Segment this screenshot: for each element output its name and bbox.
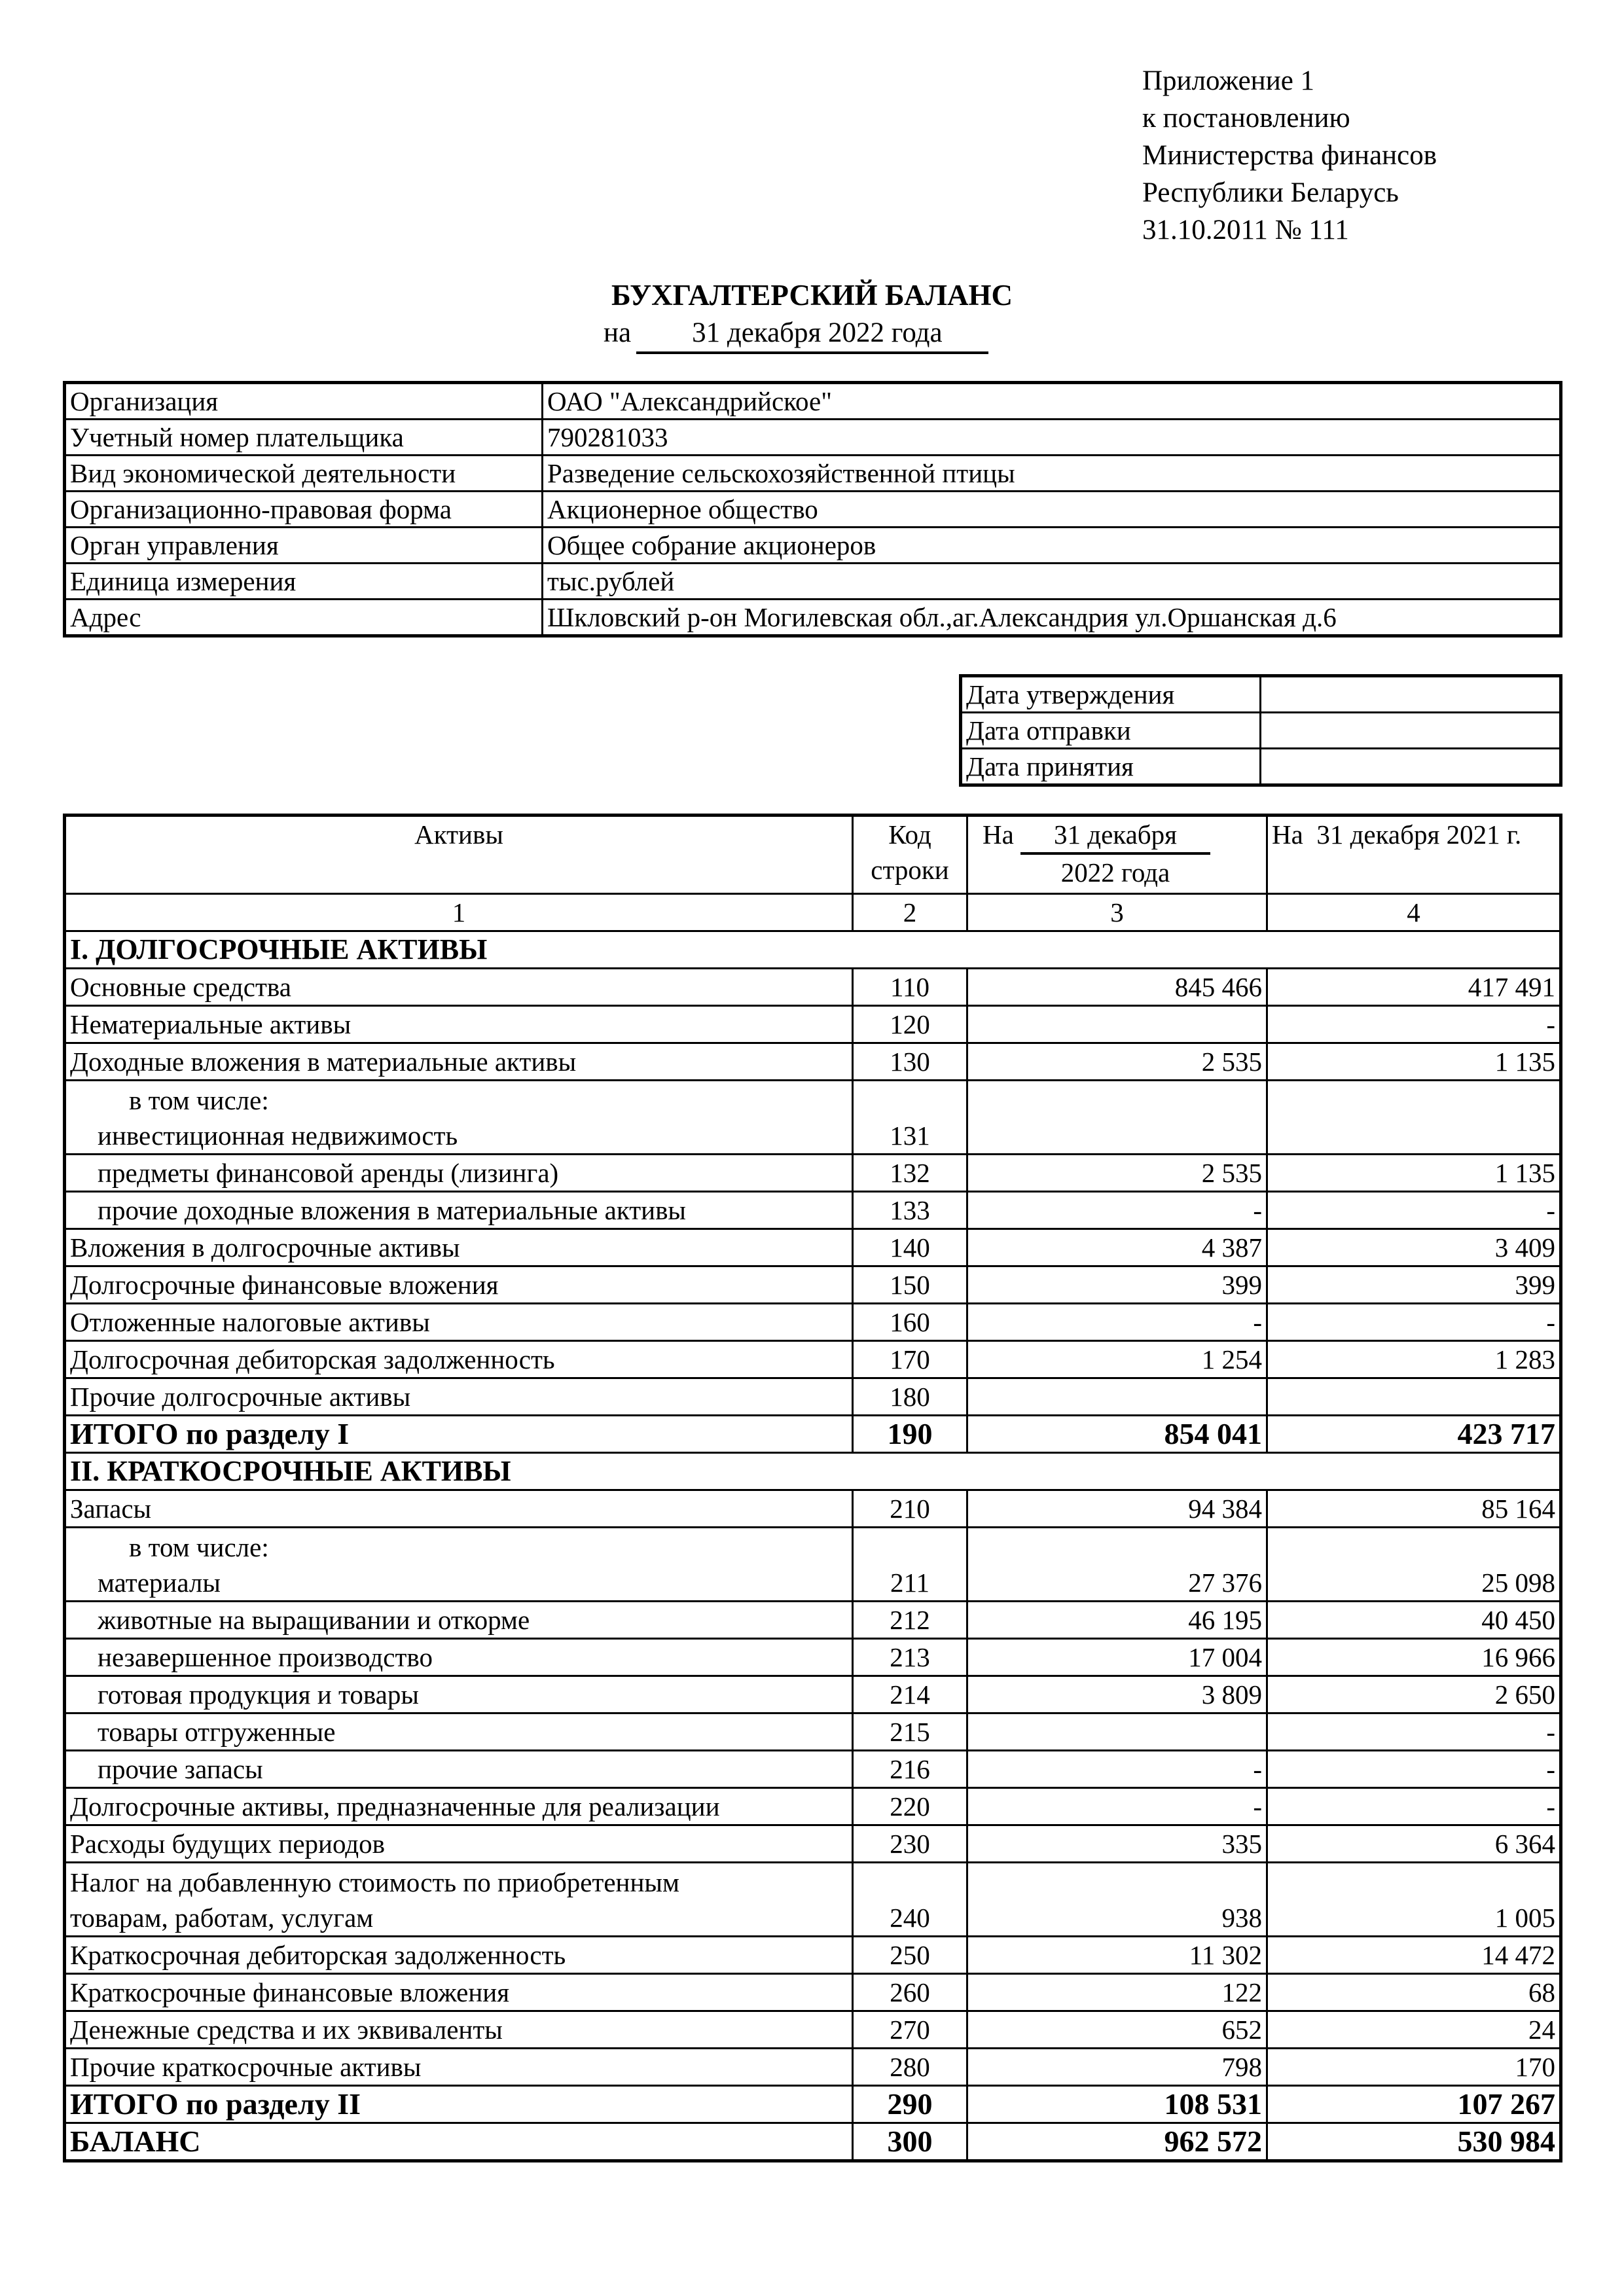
row-current-value: 46 195 [967,1602,1267,1639]
row-current-value [967,1713,1267,1751]
row-previous-value: 1 283 [1267,1341,1561,1378]
row-name: Долгосрочная дебиторская задолженность [65,1341,853,1378]
row-previous-value [1267,1378,1561,1416]
row-previous-value: 16 966 [1267,1639,1561,1676]
header-previous-prefix: На [1272,819,1303,850]
row-previous-value: 1 135 [1267,1043,1561,1081]
row-previous-value: 40 450 [1267,1602,1561,1639]
date-prefix: на [604,317,632,348]
row-name: Долгосрочные активы, предназначенные для реализации [65,1788,853,1825]
row-name: Прочие краткосрочные активы [65,2049,853,2086]
info-value: ОАО "Александрийское" [543,383,1561,420]
appendix-line: Республики Беларусь [1142,177,1399,208]
date-label: Дата утверждения [961,676,1261,713]
row-code: 300 [853,2123,967,2161]
row-code: 240 [853,1863,967,1937]
balance-row [65,1081,1561,1155]
info-value: Общее собрание акционеров [543,528,1561,564]
balance-row [65,1528,1561,1602]
row-code: 160 [853,1304,967,1341]
balance-sheet-table [63,814,1562,2162]
row-current-value: 4 387 [967,1229,1267,1266]
balance-row [65,1937,1561,1974]
row-current-value: - [967,1192,1267,1229]
header-previous-date: 31 декабря 2021 г. [1316,819,1522,850]
row-name [65,1081,853,1155]
row-previous-value: 2 650 [1267,1676,1561,1713]
appendix-line: Приложение 1 [1142,65,1315,96]
row-code: 210 [853,1490,967,1528]
balance-row [65,1602,1561,1639]
row-current-value: 335 [967,1825,1267,1863]
dates-table [959,674,1562,787]
row-name: прочие запасы [65,1751,853,1788]
header-current-date: 31 декабря [1020,817,1210,855]
row-name: незавершенное производство [65,1639,853,1676]
row-name-text: инвестиционная недвижимость [98,1121,458,1151]
row-current-value: 962 572 [967,2123,1267,2161]
row-code: 220 [853,1788,967,1825]
document-title: БУХГАЛТЕРСКИЙ БАЛАНС [611,279,1013,312]
row-code: 133 [853,1192,967,1229]
row-previous-value: 107 267 [1267,2086,1561,2123]
appendix-line: 31.10.2011 № 111 [1142,215,1349,245]
row-code: 211 [853,1528,967,1602]
section-title: I. ДОЛГОСРОЧНЫЕ АКТИВЫ [65,931,1561,969]
row-name: Отложенные налоговые активы [65,1304,853,1341]
info-row [65,456,1561,492]
row-current-value: - [967,1304,1267,1341]
row-previous-value: 170 [1267,2049,1561,2086]
row-current-value: 798 [967,2049,1267,2086]
row-name: Прочие долгосрочные активы [65,1378,853,1416]
info-value: тыс.рублей [543,564,1561,600]
date-row [961,676,1561,713]
row-current-value: 652 [967,2011,1267,2049]
header-current-prefix: На [983,819,1014,850]
balance-row [65,1713,1561,1751]
row-code: 190 [853,1416,967,1453]
row-name-text: материалы [98,1568,221,1598]
row-name: Нематериальные активы [65,1006,853,1043]
row-name: БАЛАНС [65,2123,853,2161]
row-name: Вложения в долгосрочные активы [65,1229,853,1266]
header-assets: Активы [65,816,853,894]
row-current-value: 2 535 [967,1043,1267,1081]
info-label: Учетный номер плательщика [65,420,543,456]
info-label: Единица измерения [65,564,543,600]
row-current-value: 1 254 [967,1341,1267,1378]
row-previous-value: 6 364 [1267,1825,1561,1863]
section-title: II. КРАТКОСРОЧНЫЕ АКТИВЫ [65,1453,1561,1490]
info-row [65,420,1561,456]
date-value [1261,676,1561,713]
info-row [65,564,1561,600]
header-code-line1: Код [888,819,931,850]
balance-row [65,1192,1561,1229]
column-numbers-row [65,894,1561,931]
row-code: 170 [853,1341,967,1378]
info-value: Акционерное общество [543,492,1561,528]
row-current-value: 94 384 [967,1490,1267,1528]
row-code: 215 [853,1713,967,1751]
row-current-value: - [967,1751,1267,1788]
row-code: 180 [853,1378,967,1416]
row-code: 213 [853,1639,967,1676]
balance-row [65,1006,1561,1043]
row-current-value [967,1081,1267,1155]
row-previous-value: - [1267,1006,1561,1043]
row-current-value: 938 [967,1863,1267,1937]
info-value: Разведение сельскохозяйственной птицы [543,456,1561,492]
info-value: Шкловский р-он Могилевская обл.,аг.Александрия ул.Оршанская д.6 [543,600,1561,636]
balance-row [65,1490,1561,1528]
appendix-note [1142,62,1437,249]
row-previous-value: 24 [1267,2011,1561,2049]
row-code: 280 [853,2049,967,2086]
row-name: Краткосрочная дебиторская задолженность [65,1937,853,1974]
balance-row [65,1341,1561,1378]
info-label: Организация [65,383,543,420]
balance-row [65,1974,1561,2011]
row-code: 130 [853,1043,967,1081]
row-current-value: 845 466 [967,969,1267,1006]
header-current-period [967,816,1267,894]
row-previous-value: - [1267,1192,1561,1229]
row-code: 140 [853,1229,967,1266]
row-previous-value: - [1267,1751,1561,1788]
appendix-line: Министерства финансов [1142,140,1437,171]
row-current-value: 122 [967,1974,1267,2011]
row-code: 214 [853,1676,967,1713]
row-previous-value: - [1267,1788,1561,1825]
row-previous-value: 530 984 [1267,2123,1561,2161]
header-previous-period [1267,816,1561,894]
appendix-line: к постановлению [1142,103,1350,134]
balance-row [65,2049,1561,2086]
row-name: Долгосрочные финансовые вложения [65,1266,853,1304]
balance-row [65,1229,1561,1266]
info-value: 790281033 [543,420,1561,456]
row-name: Запасы [65,1490,853,1528]
balance-row [65,1788,1561,1825]
date-value [1261,749,1561,785]
info-label: Вид экономической деятельности [65,456,543,492]
balance-row [65,1043,1561,1081]
row-code: 230 [853,1825,967,1863]
row-code: 150 [853,1266,967,1304]
column-number: 2 [853,894,967,931]
date-label: Дата принятия [961,749,1261,785]
row-name: ИТОГО по разделу II [65,2086,853,2123]
row-previous-value: 68 [1267,1974,1561,2011]
header-current-year: 2022 года [1060,857,1170,888]
row-code: 110 [853,969,967,1006]
header-code-line2: строки [871,855,949,885]
column-number: 4 [1267,894,1561,931]
balance-total-row [65,2123,1561,2161]
row-name: прочие доходные вложения в материальные активы [65,1192,853,1229]
row-previous-value: 14 472 [1267,1937,1561,1974]
row-current-value: - [967,1788,1267,1825]
row-code: 131 [853,1081,967,1155]
row-current-value [967,1006,1267,1043]
balance-row [65,1863,1561,1937]
row-name: Расходы будущих периодов [65,1825,853,1863]
row-current-value [967,1378,1267,1416]
info-label: Орган управления [65,528,543,564]
balance-row [65,1676,1561,1713]
row-current-value: 17 004 [967,1639,1267,1676]
row-code: 250 [853,1937,967,1974]
row-name: Денежные средства и их эквиваленты [65,2011,853,2049]
row-name: ИТОГО по разделу I [65,1416,853,1453]
row-current-value: 27 376 [967,1528,1267,1602]
date-row [961,749,1561,785]
balance-row [65,2011,1561,2049]
incl-label: в том числе: [129,1532,269,1562]
date-row [961,713,1561,749]
row-code: 216 [853,1751,967,1788]
section-title-row [65,931,1561,969]
info-row [65,600,1561,636]
balance-row [65,1304,1561,1341]
row-previous-value: - [1267,1304,1561,1341]
info-row [65,492,1561,528]
balance-row [65,1155,1561,1192]
row-name: готовая продукция и товары [65,1676,853,1713]
section-title-row [65,1453,1561,1490]
row-code: 212 [853,1602,967,1639]
row-code: 290 [853,2086,967,2123]
info-row [65,383,1561,420]
row-previous-value: 85 164 [1267,1490,1561,1528]
row-name-line2: товарам, работам, услугам [70,1903,374,1933]
row-name-line1: Налог на добавленную стоимость по приобретенным [70,1867,679,1897]
row-previous-value: 1 135 [1267,1155,1561,1192]
row-previous-value: 423 717 [1267,1416,1561,1453]
row-previous-value: 3 409 [1267,1229,1561,1266]
row-previous-value: - [1267,1713,1561,1751]
row-current-value: 399 [967,1266,1267,1304]
table-header-row [65,816,1561,894]
date-value: 31 декабря 2022 года [636,317,988,354]
document-date [604,317,988,354]
row-name [65,1528,853,1602]
row-previous-value: 417 491 [1267,969,1561,1006]
column-number: 3 [967,894,1267,931]
organization-info-table [63,381,1562,637]
row-name: Краткосрочные финансовые вложения [65,1974,853,2011]
row-code: 132 [853,1155,967,1192]
row-code: 120 [853,1006,967,1043]
section-total-row [65,1416,1561,1453]
row-current-value: 11 302 [967,1937,1267,1974]
info-label: Организационно-правовая форма [65,492,543,528]
row-previous-value: 25 098 [1267,1528,1561,1602]
row-name [65,1863,853,1937]
balance-row [65,1825,1561,1863]
info-label: Адрес [65,600,543,636]
header-code [853,816,967,894]
row-previous-value: 1 005 [1267,1863,1561,1937]
row-current-value: 854 041 [967,1416,1267,1453]
row-name: Основные средства [65,969,853,1006]
row-previous-value [1267,1081,1561,1155]
date-value [1261,713,1561,749]
row-name: животные на выращивании и откорме [65,1602,853,1639]
balance-row [65,1751,1561,1788]
row-current-value: 3 809 [967,1676,1267,1713]
incl-label: в том числе: [129,1085,269,1115]
row-current-value: 2 535 [967,1155,1267,1192]
balance-row [65,1378,1561,1416]
row-code: 260 [853,1974,967,2011]
column-number: 1 [65,894,853,931]
balance-row [65,969,1561,1006]
balance-row [65,1639,1561,1676]
balance-row [65,1266,1561,1304]
info-row [65,528,1561,564]
row-previous-value: 399 [1267,1266,1561,1304]
row-name: предметы финансовой аренды (лизинга) [65,1155,853,1192]
row-name: товары отгруженные [65,1713,853,1751]
row-code: 270 [853,2011,967,2049]
row-name: Доходные вложения в материальные активы [65,1043,853,1081]
date-label: Дата отправки [961,713,1261,749]
row-current-value: 108 531 [967,2086,1267,2123]
section-total-row [65,2086,1561,2123]
